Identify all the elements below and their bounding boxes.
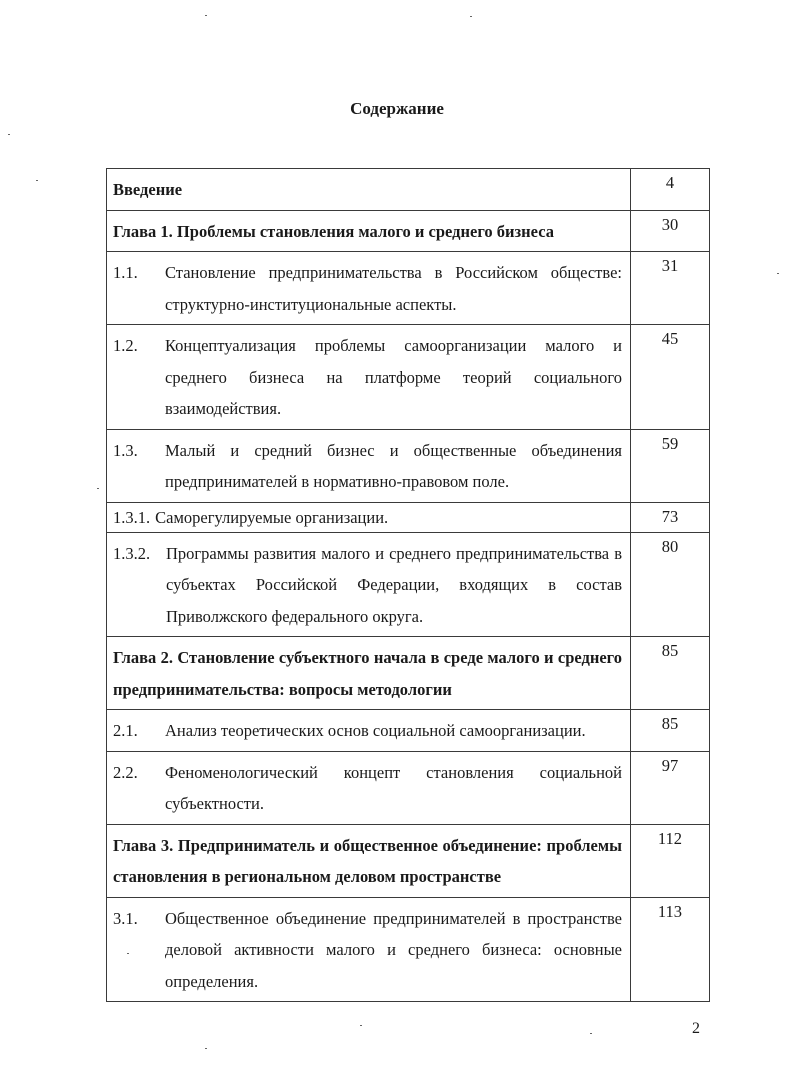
scan-speck (360, 1025, 362, 1026)
toc-entry-title: Общественное объединение предпринимателей в пространстве деловой активности малого и среднего бизнеса: основные определения. (165, 908, 622, 991)
toc-entry-title: Введение (107, 169, 631, 211)
toc-entry-title: Глава 1. Проблемы становления малого и среднего бизнеса (107, 210, 631, 252)
toc-entry-title: Анализ теоретических основ социальной самоорганизации. (165, 721, 586, 740)
toc-entry-title: Малый и средний бизнес и общественные объединения предпринимателей в нормативно-правовом поле. (165, 440, 622, 491)
scan-speck (8, 134, 10, 135)
toc-entry-title: Глава 2. Становление субъектного начала в среде малого и среднего предпринимательства: вопросы методологии (107, 637, 631, 710)
toc-entry-page: 85 (631, 637, 710, 710)
toc-row-2-2 (107, 751, 710, 824)
toc-entry-number: 2.1. (113, 721, 138, 740)
toc-entry-page: 59 (631, 429, 710, 502)
toc-row-1-3-2 (107, 532, 710, 637)
scan-speck (36, 180, 38, 181)
scan-speck (205, 1048, 207, 1049)
toc-row-chapter-3 (107, 824, 710, 897)
toc-entry-title: Глава 3. Предприниматель и общественное объединение: проблемы становления в региональном деловом пространстве (107, 824, 631, 897)
page-number: 2 (692, 1020, 700, 1037)
toc-row-chapter-2 (107, 637, 710, 710)
toc-entry-number: 3.1. (113, 908, 138, 928)
toc-row-chapter-1 (107, 210, 710, 252)
toc-entry-number: 1.3.2. (113, 543, 151, 563)
toc-row-introduction (107, 169, 710, 211)
toc-row-1-3-1 (107, 502, 710, 532)
toc-entry-title: Саморегулируемые организации. (155, 507, 389, 527)
toc-entry-page: 45 (631, 325, 710, 430)
scan-speck (127, 953, 129, 954)
toc-entry-title: Феноменологический концепт становления социальной субъектности. (165, 762, 622, 813)
toc-entry-page: 80 (631, 532, 710, 637)
toc-entry-title: Программы развития малого и среднего предпринимательства в субъектах Российской Федерации, входящих в состав Приволжского федерального округа. (166, 543, 622, 626)
toc-entry-page: 30 (631, 210, 710, 252)
scan-speck (205, 15, 207, 16)
toc-entry-page: 112 (631, 824, 710, 897)
toc-entry-page: 97 (631, 751, 710, 824)
toc-entry-page: 4 (631, 169, 710, 211)
scan-speck (97, 488, 99, 489)
page-title: Содержание (350, 99, 444, 118)
toc-entry-number: 1.3. (113, 440, 138, 460)
scan-speck (470, 16, 472, 17)
toc-row-3-1 (107, 897, 710, 1002)
toc-entry-number: 1.1. (113, 263, 138, 282)
toc-row-2-1 (107, 710, 710, 752)
toc-entry-title: Становление предпринимательства в Российском обществе: структурно-институциональные аспекты. (165, 263, 622, 314)
toc-entry-page: 31 (631, 252, 710, 325)
toc-entry-page: 85 (631, 710, 710, 752)
toc-entry-number: 2.2. (113, 762, 138, 782)
toc-entry-page: 73 (631, 502, 710, 532)
toc-entry-number: 1.3.1. (113, 507, 151, 527)
toc-entry-page: 113 (631, 897, 710, 1002)
table-of-contents (106, 168, 710, 1002)
scan-speck (777, 273, 779, 274)
scan-speck (590, 1033, 592, 1034)
toc-row-1-3 (107, 429, 710, 502)
toc-entry-number: 1.2. (113, 336, 138, 355)
toc-row-1-1 (107, 252, 710, 325)
toc-entry-title: Концептуализация проблемы самоорганизации малого и среднего бизнеса на платформе теорий социального взаимодействия. (165, 336, 622, 418)
toc-row-1-2 (107, 325, 710, 430)
